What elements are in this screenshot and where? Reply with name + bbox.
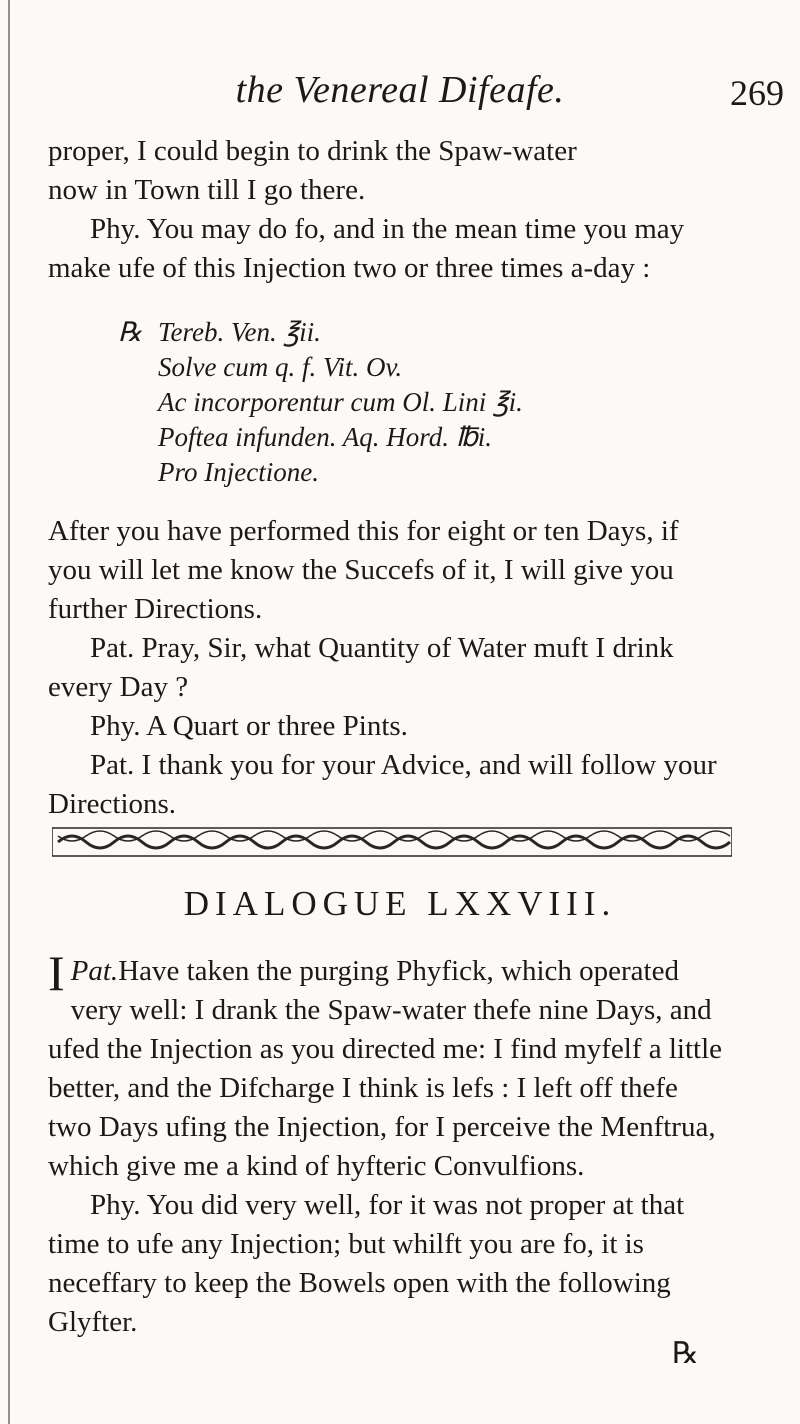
after-text xyxy=(48,512,728,824)
rx-line: Pro Injectione. xyxy=(158,457,319,487)
recipe-symbol: ℞ xyxy=(118,317,143,347)
intro-line-2: now in Town till I go there. xyxy=(48,174,366,206)
catchword: ℞ xyxy=(672,1337,699,1370)
dialogue-body xyxy=(48,945,728,1342)
rx-line: Ac incorporentur cum Ol. Lini ℥i. xyxy=(158,387,523,417)
phy-response: Phy. You may do fo, and in the mean time you may make ufe of this Injection two or three times a-day : xyxy=(48,213,685,284)
page-number: 269 xyxy=(730,73,784,113)
ornamental-divider xyxy=(52,826,732,858)
drop-cap: I xyxy=(48,945,65,1001)
exchange-line: Pat. I thank you for your Advice, and will follow your Directions. xyxy=(48,749,717,820)
paragraph-after: After you have performed this for eight or ten Days, if you will let me know the Succefs of it, I will give you further Directions. xyxy=(48,515,679,625)
pat-speech xyxy=(48,945,728,1186)
phy-final: Phy. You did very well, for it was not proper at that time to ufe any Injection; but whilft you are fo, it is neceffary to keep the Bowels open with the following Glyfter. xyxy=(48,1189,685,1338)
intro-text xyxy=(48,132,728,288)
rx-line: Solve cum q. f. Vit. Ov. xyxy=(158,352,403,382)
prescription xyxy=(118,315,523,490)
dialogue-title: DIALOGUE LXXVIII. xyxy=(183,884,617,923)
rx-line xyxy=(118,315,523,350)
rx-line: Poftea infunden. Aq. Hord. ℔i. xyxy=(158,422,493,452)
rx-text: Tereb. Ven. ℥ii. xyxy=(158,317,321,347)
running-header: the Venereal Difeafe. xyxy=(235,69,565,111)
speaker-label: Pat. xyxy=(70,955,119,987)
intro-line-1: proper, I could begin to drink the Spaw-water xyxy=(48,135,577,167)
exchange-line: Pat. Pray, Sir, what Quantity of Water muft I drink every Day ? xyxy=(48,632,674,703)
pat-speech-text: Have taken the purging Phyfick, which operated very well: I drank the Spaw-water thefe nine Days, and ufed the Injection as you directed me: I find myfelf a little better, and the Difcharge I think is lefs : I left off thefe two Days ufing the Injection, for I perceive the Menftrua, which give me a kind of hyfteric Convulfions. xyxy=(48,955,723,1182)
page-edge-shadow xyxy=(8,0,10,1424)
exchange-line: Phy. A Quart or three Pints. xyxy=(90,710,408,742)
